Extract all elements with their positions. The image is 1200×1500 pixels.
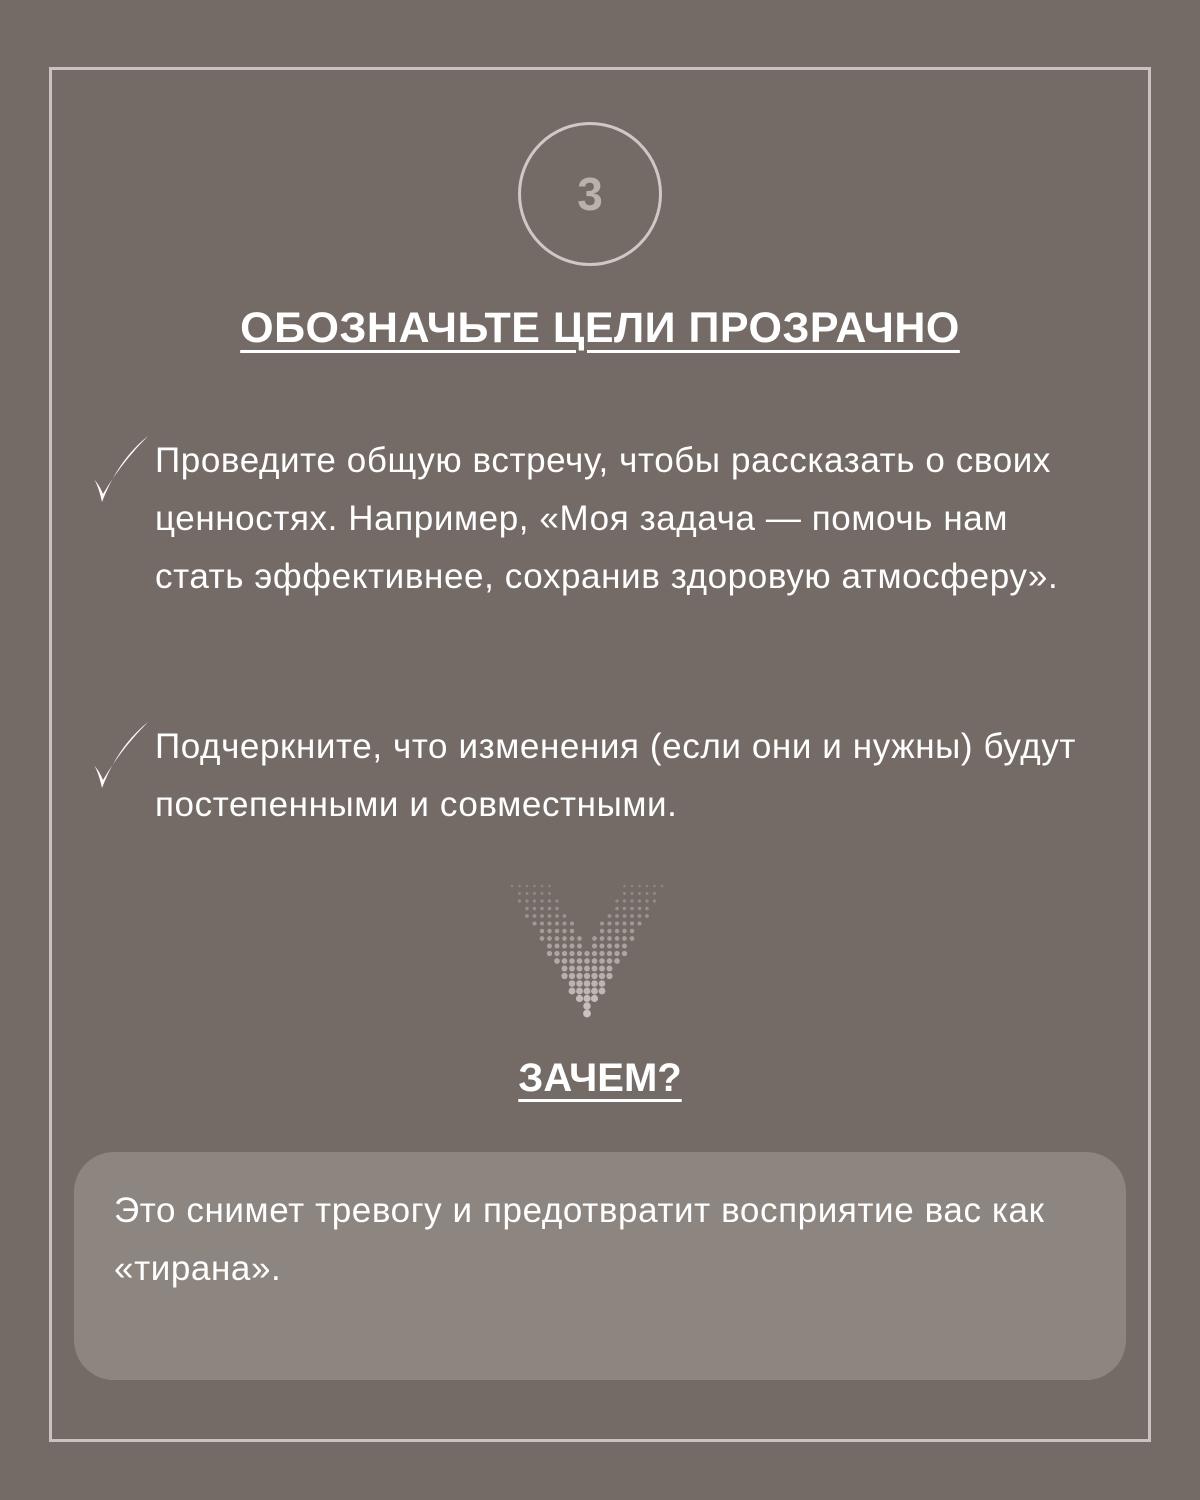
chevron-dot — [591, 995, 598, 1002]
chevron-dot — [562, 951, 567, 956]
chevron-dot — [562, 921, 566, 925]
chevron-dot — [576, 980, 583, 987]
page-title: ОБОЗНАЧЬТЕ ЦЕЛИ ПРОЗРАЧНО — [240, 304, 960, 352]
chevron-dot — [547, 921, 551, 925]
chevron-dot — [570, 929, 574, 933]
chevron-dot — [592, 966, 598, 972]
chevron-dot — [614, 943, 619, 948]
chevron-dot — [555, 914, 559, 918]
chevron-dot — [554, 951, 559, 956]
chevron-dot — [584, 980, 591, 987]
chevron-dot — [577, 951, 582, 956]
chevron-dot — [622, 929, 626, 933]
chevron-dot — [653, 899, 656, 902]
bullet-item — [88, 432, 1108, 672]
chevron-dot — [569, 980, 576, 987]
chevron-dot — [569, 943, 574, 948]
answer-box — [74, 1152, 1126, 1380]
chevron-dot — [526, 892, 529, 895]
chevron-dot — [638, 885, 641, 888]
chevron-dot — [561, 973, 567, 979]
chevron-dot — [607, 921, 611, 925]
chevron-dot — [584, 951, 589, 956]
chevron-dot — [548, 914, 552, 918]
chevron-dot — [555, 921, 559, 925]
chevron-dot — [615, 921, 619, 925]
chevron-dot — [615, 907, 619, 911]
chevron-dot — [584, 988, 591, 995]
chevron-dot — [562, 958, 568, 964]
checkmark-icon — [88, 718, 150, 790]
chevron-dot — [607, 936, 612, 941]
chevron-dot — [541, 885, 544, 888]
chevron-dot — [592, 943, 597, 948]
chevron-dot — [614, 951, 619, 956]
bullet-text: Проведите общую встречу, чтобы рассказать о своих ценностях. Например, «Моя задача — помочь нам стать эффективнее, сохранив здоровую атмосферу». — [155, 441, 1059, 596]
chevron-dot — [511, 885, 514, 888]
chevron-dot — [607, 929, 611, 933]
chevron-dot — [548, 899, 551, 902]
chevron-dot — [569, 966, 575, 972]
step-number: 3 — [577, 168, 603, 220]
chevron-dot — [563, 914, 567, 918]
chevron-dot — [623, 885, 626, 888]
chevron-dot — [562, 943, 567, 948]
chevron-dot — [525, 907, 529, 911]
chevron-dot — [548, 885, 551, 888]
chevron-dot — [547, 943, 552, 948]
chevron-dot — [623, 892, 626, 895]
chevron-dot — [592, 936, 597, 941]
chevron-dot — [606, 973, 612, 979]
bullet-item — [88, 718, 1108, 838]
chevron-dot — [548, 907, 552, 911]
chevron-dot — [630, 921, 634, 925]
chevron-dot — [630, 929, 634, 933]
chevron-dot — [562, 936, 567, 941]
chevron-dot — [547, 936, 552, 941]
chevron-dot — [631, 892, 634, 895]
chevron-dot — [583, 1010, 591, 1018]
chevron-dot — [569, 988, 576, 995]
chevron-dot — [547, 929, 551, 933]
chevron-dot — [576, 973, 582, 979]
chevron-dot — [645, 899, 648, 902]
chevron-dot — [599, 966, 605, 972]
chevron-dot — [630, 899, 633, 902]
chevron-dot — [533, 899, 536, 902]
chevron-dot — [570, 936, 575, 941]
chevron-dot — [576, 995, 583, 1002]
chevron-dot — [592, 958, 598, 964]
chevron-dot — [569, 951, 574, 956]
chevron-dot — [576, 988, 583, 995]
chevron-dot — [622, 921, 626, 925]
chevron-dot — [599, 958, 605, 964]
chevron-dot — [622, 936, 627, 941]
chevron-dot — [518, 885, 521, 888]
dotted-chevron-down-icon — [507, 882, 667, 1018]
checkmark-icon — [88, 432, 150, 504]
chevron-dot — [599, 943, 604, 948]
chevron-dot — [525, 899, 528, 902]
chevron-dot — [526, 885, 529, 888]
chevron-dot — [541, 892, 544, 895]
chevron-dot — [622, 951, 627, 956]
chevron-dot — [583, 1002, 591, 1010]
chevron-dot — [615, 936, 620, 941]
chevron-dot — [646, 885, 649, 888]
chevron-dot — [540, 914, 544, 918]
chevron-dot — [646, 892, 649, 895]
chevron-dot — [592, 951, 597, 956]
chevron-dot — [630, 914, 634, 918]
chevron-dot — [554, 958, 560, 964]
chevron-dot — [599, 980, 606, 987]
chevron-dot — [533, 885, 536, 888]
section-subtitle: ЗАЧЕМ? — [518, 1056, 682, 1100]
chevron-dot — [562, 929, 566, 933]
chevron-dot — [555, 899, 558, 902]
chevron-dot — [570, 921, 574, 925]
chevron-dot — [591, 988, 598, 995]
chevron-dot — [591, 980, 598, 987]
chevron-dot — [569, 973, 575, 979]
chevron-dot — [554, 943, 559, 948]
chevron-dot — [638, 899, 641, 902]
step-number-badge — [518, 122, 662, 266]
chevron-dot — [591, 973, 597, 979]
chevron-dot — [645, 914, 649, 918]
chevron-dot — [623, 907, 627, 911]
chevron-dot — [645, 907, 649, 911]
chevron-dot — [615, 929, 619, 933]
bullet-text: Подчеркните, что изменения (если они и нужны) будут постепенными и совместными. — [155, 727, 1077, 824]
chevron-dot — [607, 966, 613, 972]
chevron-dot — [533, 907, 537, 911]
chevron-dot — [540, 936, 545, 941]
chevron-dot — [630, 907, 634, 911]
chevron-dot — [661, 885, 664, 888]
answer-text: Это снимет тревогу и предотвратит восприятие вас как «тирана». — [114, 1191, 1045, 1288]
chevron-dot — [540, 899, 543, 902]
chevron-dot — [607, 951, 612, 956]
chevron-dot — [540, 929, 544, 933]
chevron-dot — [607, 943, 612, 948]
chevron-dot — [577, 958, 583, 964]
chevron-dot — [555, 907, 559, 911]
chevron-dot — [638, 907, 642, 911]
chevron-dot — [608, 914, 612, 918]
chevron-dot — [569, 958, 575, 964]
chevron-dot — [637, 921, 641, 925]
chevron-dot — [599, 973, 605, 979]
chevron-dot — [600, 929, 604, 933]
chevron-dot — [630, 936, 635, 941]
chevron-dot — [555, 929, 559, 933]
chevron-dot — [584, 966, 590, 972]
chevron-dot — [540, 907, 544, 911]
chevron-dot — [584, 958, 590, 964]
chevron-dot — [548, 892, 551, 895]
chevron-dot — [599, 951, 604, 956]
chevron-dot — [583, 995, 590, 1002]
chevron-dot — [623, 899, 626, 902]
chevron-dot — [525, 914, 529, 918]
chevron-dot — [623, 914, 627, 918]
chevron-dot — [599, 988, 606, 995]
chevron-dot — [533, 914, 537, 918]
chevron-dot — [584, 973, 590, 979]
chevron-dot — [562, 966, 568, 972]
chevron-dot — [600, 921, 604, 925]
chevron-dot — [638, 892, 641, 895]
chevron-dot — [622, 943, 627, 948]
chevron-dot — [577, 936, 582, 941]
chevron-dot — [638, 914, 642, 918]
chevron-dot — [540, 921, 544, 925]
chevron-dot — [518, 892, 521, 895]
chevron-dot — [547, 951, 552, 956]
chevron-dot — [533, 892, 536, 895]
chevron-dot — [518, 899, 521, 902]
chevron-dot — [532, 921, 536, 925]
chevron-dot — [614, 958, 620, 964]
chevron-dot — [555, 936, 560, 941]
chevron-dot — [607, 958, 613, 964]
chevron-dot — [615, 914, 619, 918]
chevron-dot — [615, 899, 618, 902]
chevron-dot — [653, 885, 656, 888]
chevron-dot — [653, 892, 656, 895]
chevron-dot — [600, 936, 605, 941]
chevron-dot — [577, 943, 582, 948]
chevron-dot — [577, 966, 583, 972]
chevron-dot — [631, 885, 634, 888]
